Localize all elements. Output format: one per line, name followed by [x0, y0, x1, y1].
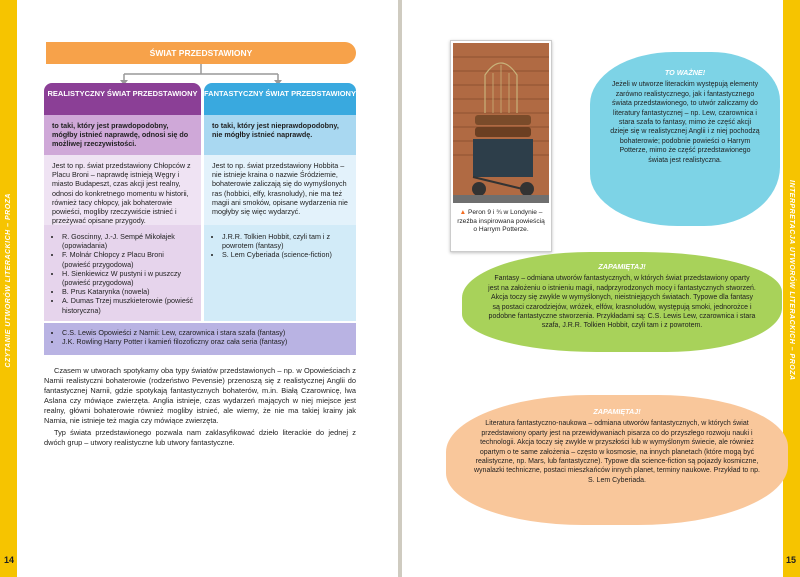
list-item: • H. Sienkiewicz W pustyni i w puszczy (powieść przygodowa)	[62, 269, 193, 287]
list-item: • A. Dumas Trzej muszkieterowie (powieść historyczna)	[62, 296, 193, 314]
fantastic-definition: to taki, który jest nieprawdopodobny, nie mógłby istnieć naprawdę.	[204, 115, 356, 155]
fantasy-definition	[462, 252, 782, 352]
realistic-example: Jest to np. świat przedstawiony Chłopców z Placu Broni – naprawdę istnieją Węgry i miasto Budapeszt, czas akcji jest realny, odnosi do konkretnego momentu w historii, również tacy chłopcy, jak bohaterowie powieści, mogliby rzeczywiście istnieć i przeżywać opisane przygody.	[44, 155, 201, 225]
list-item: • J.R.R. Tolkien Hobbit, czyli tam i z powrotem (fantasy)	[222, 232, 348, 250]
realistic-works	[44, 225, 201, 321]
fantastic-works	[204, 225, 356, 321]
list-item: • C.S. Lewis Opowieści z Narnii: Lew, czarownica i stara szafa (fantasy)	[62, 328, 348, 337]
photo-caption: ▲ Peron 9 i ¾ w Londynie – rzeźba inspirowana powieścią o Harrym Potterze.	[457, 209, 545, 234]
important-note	[590, 52, 780, 226]
left-side-label: CZYTANIE UTWORÓW LITERACKICH – PROZA	[5, 192, 12, 368]
list-item: • J.K. Rowling Harry Potter i kamień filozoficzny oraz cała seria (fantasy)	[62, 337, 348, 346]
list-item: • S. Lem Cyberiada (science-fiction)	[222, 250, 348, 259]
right-page	[402, 0, 800, 577]
scifi-definition	[446, 395, 788, 525]
paragraph-mixed-worlds: Czasem w utworach spotykamy oba typy światów przedstawionych – np. w Opowieściach z Narnii realistyczni bohaterowie (rodzeństwo Pevensie) przenoszą się z realistycznej Anglii do fantastycznej Narnii, gdzie spotykają fantastycznych bohaterów, m.in. Białą Czarownicę, lwa Aslana czy mówiące zwierzęta. Anglia istnieje, czas wydarzeń mających w niej miejsce jest realny, główni bohaterowie również mogliby istnieć, ale wiemy, że nie ma takiej krainy jak Narnia, nie istnieje też magia czy mówiące zwierzęta.	[44, 366, 356, 425]
scifi-title: ZAPAMIĘTAJ!	[593, 407, 641, 416]
list-item: • F. Molnár Chłopcy z Placu Broni (powieść przygodowa)	[62, 250, 193, 268]
realistic-definition: to taki, który jest prawdopodobny, mógłby istnieć naprawdę, odnosi się do możliwej rzeczywistości.	[44, 115, 201, 155]
fantasy-title: ZAPAMIĘTAJ!	[598, 262, 646, 271]
realistic-heading: REALISTYCZNY ŚWIAT PRZEDSTAWIONY	[44, 83, 201, 115]
left-page	[0, 0, 398, 577]
paragraph-classification: Typ świata przedstawionego pozwala nam zaklasyfikować dzieło literackie do jednej z dwóch grup – utwory realistyczne lub utwory fantastyczne.	[44, 428, 356, 447]
list-item: • B. Prus Katarynka (nowela)	[62, 287, 193, 296]
page-number: 15	[785, 555, 796, 565]
scifi-text: Literatura fantastyczno-naukowa – odmiana utworów fantastycznych, w których świat przedstawiony oparty jest na przewidywaniach pisarza co do przyszłego rozwoju nauki i technologii. Akcja toczy się zwykle w przyszłości lub w wymyślonym świecie, ale również opartym o te same założenia – często w kosmosie, na innych planetach (które mogą być realistyczne, np. Mars, lub fantastyczne). Typowe dla science-fiction są pojazdy kosmiczne, wynalazki techniczne, postaci mieszkańców innych planet, terminy naukowe. Przykład to np. S. Lem Cyberiada.	[474, 420, 760, 484]
list-item: • R. Goscinny, J.-J. Sempé Mikołajek (opowiadania)	[62, 232, 193, 250]
fantasy-text: Fantasy – odmiana utworów fantastycznych, w których świat przedstawiony oparty jest na założeniu o istnieniu magii, nadprzyrodzonych mocy i fantastycznych stworzeń. Akcja toczy się zwykle w wymyślonych, nieistniejących światach. Typowe dla fantasy są postaci czarodziejów, wróżek, elfów, krasnoludów, występują smoki, jednorożce i podobne fantastyczne stworzenia. Przykładami są: C.S. Lewis Lew, czarownica i stara szafa, J.R.R. Tolkien Hobbit, czyli tam i z powrotem.	[488, 275, 756, 330]
platform-photo	[453, 43, 549, 203]
note-text: Jeżeli w utworze literackim występują elementy zarówno realistycznego, jak i fantastycznego świata przedstawionego, to utwór zaliczamy do literatury fantastycznej – np. Lew, czarownica i stara szafa to fantasy, mimo że część akcji dzieje się w realistycznej Anglii i z niej pochodzą bohaterowie; podobnie powieści o Harrym Potterze, mimo że część przedstawionego świata jest realistyczna.	[610, 81, 760, 164]
note-title: TO WAŻNE!	[664, 68, 706, 77]
fantastic-heading: FANTASTYCZNY ŚWIAT PRZEDSTAWIONY	[204, 83, 356, 115]
mixed-works	[44, 323, 356, 355]
photo-frame	[450, 40, 552, 252]
diagram-title: ŚWIAT PRZEDSTAWIONY	[46, 42, 356, 64]
caption-arrow-icon: ▲	[459, 209, 467, 216]
page-number: 14	[4, 555, 15, 565]
fantastic-example: Jest to np. świat przedstawiony Hobbita – nie istnieje kraina o nazwie Śródziemie, bohaterowie zaliczają się do wymyślonych ras (hobbici, elfy, krasnoludy), nie ma też magii ani smoków, opisane wydarzenia nie mogłyby się więc wydarzyć.	[204, 155, 356, 225]
right-side-label: INTERPRETACJA UTWORÓW LITERACKICH – PROZA	[788, 179, 795, 381]
